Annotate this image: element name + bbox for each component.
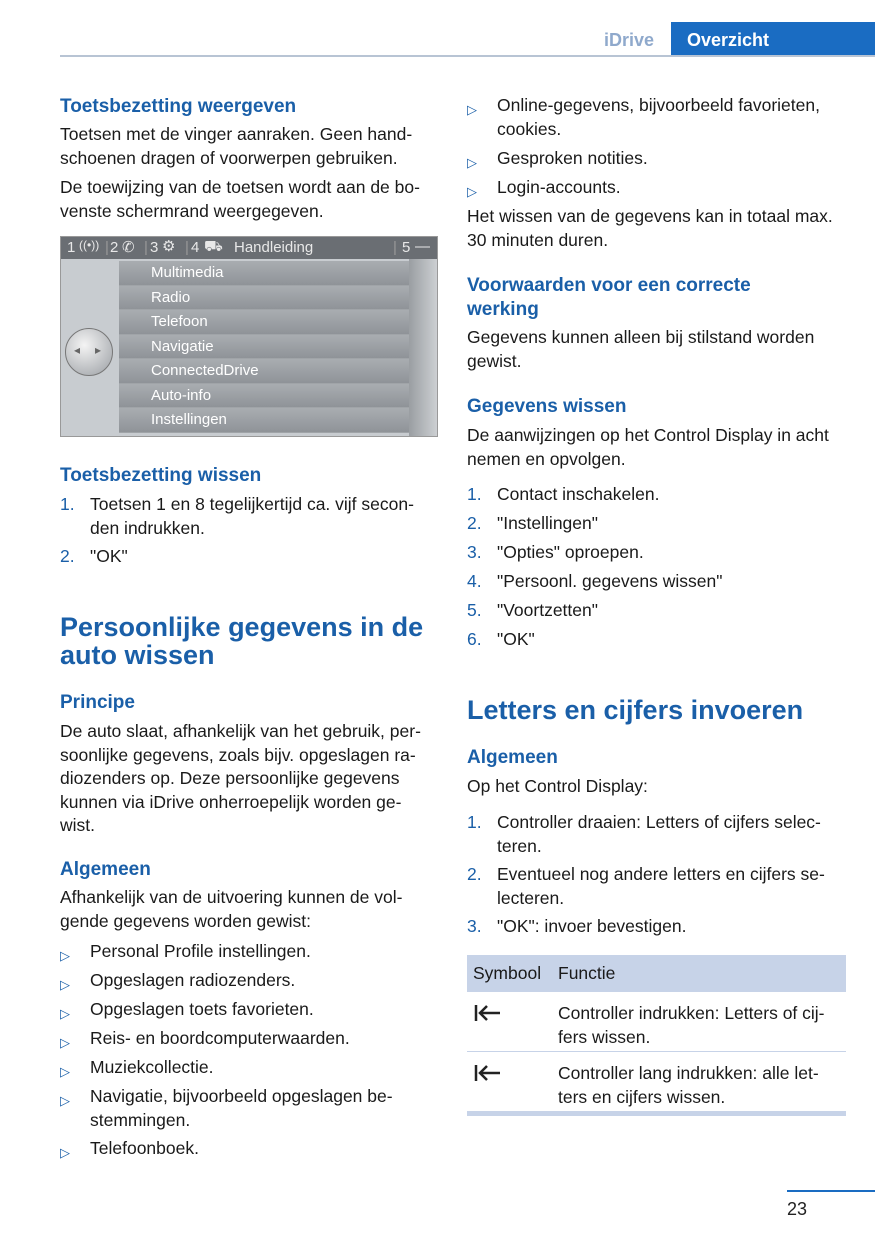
bullet-item: ▷ Reis- en boordcomputerwaarden. xyxy=(60,1028,350,1050)
heading-toetsbezetting-wissen: Toetsbezetting wissen xyxy=(60,465,262,486)
menu-item-navigatie: Navigatie xyxy=(119,335,409,360)
idrive-screen-illustration xyxy=(60,236,438,437)
heading-gegevens-wissen: Gegevens wissen xyxy=(467,396,627,417)
header-section: iDrive xyxy=(604,30,655,50)
paragraph-algemeen: Afhankelijk van de uitvoering kunnen de vol- gende gegevens worden gewist: xyxy=(60,887,403,931)
section-title: Letters en cijfers invoeren xyxy=(467,695,804,725)
paragraph: De toewijzing van de toetsen wordt aan de bo- venste schermrand weergegeven. xyxy=(60,177,420,221)
paragraph: Gegevens kunnen alleen bij stilstand worden gewist. xyxy=(467,327,815,371)
header-tab: Overzicht xyxy=(671,22,875,57)
bullet-item: ▷ Gesproken notities. xyxy=(467,148,648,170)
paragraph: Toetsen met de vinger aanraken. Geen hand- schoenen dragen of voorwerpen gebruiken. xyxy=(60,124,413,168)
list-item: 2. "Instellingen" xyxy=(467,513,598,533)
list-item: 5. "Voortzetten" xyxy=(467,600,598,620)
list-item: 3. "OK": invoer bevestigen. xyxy=(467,916,687,936)
screen-menu xyxy=(119,261,409,433)
list-item: 1. Controller draaien: Letters of cijfers selec- teren. xyxy=(467,812,821,856)
car-icon: ⛟ xyxy=(204,238,223,255)
list-item: 4. "Persoonl. gegevens wissen" xyxy=(467,571,723,591)
list-item: 2. "OK" xyxy=(60,546,128,566)
table-bottom-rule xyxy=(467,1112,846,1116)
screen-tabbar: 1 ((•)) | 2 ✆ | 3 ⚙ | 4 ⛟ Handleiding | 5 — xyxy=(61,237,438,259)
gear-icon: ⚙ xyxy=(162,238,176,255)
bullet-item: ▷ Personal Profile instellingen. xyxy=(60,941,311,963)
header-rule xyxy=(60,55,875,57)
paragraph-principe: De auto slaat, afhankelijk van het gebruik, per- soonlijke gegevens, zoals bijv. opgeslagen ra- diozenders op. Deze persoonlijke gegevens kunnen via iDrive onherroepelijk worden ge- wist. xyxy=(60,721,421,835)
heading-toetsbezetting-weergeven: Toetsbezetting weergeven xyxy=(60,96,297,117)
table-header: Symbool Functie xyxy=(467,955,846,992)
page-number: 23 xyxy=(787,1199,808,1219)
phone-icon: ✆ xyxy=(122,239,135,256)
bullet-item: ▷ Opgeslagen radiozenders. xyxy=(60,970,296,992)
menu-item-telefoon: Telefoon xyxy=(119,310,409,335)
menu-item-multimedia: Multimedia xyxy=(119,261,409,286)
paragraph: Het wissen van de gegevens kan in totaal max. 30 minuten duren. xyxy=(467,206,833,250)
paragraph: De aanwijzingen op het Control Display in acht nemen en opvolgen. xyxy=(467,425,829,469)
menu-item-connecteddrive: ConnectedDrive xyxy=(119,359,409,384)
list-item: 1. Toetsen 1 en 8 tegelijkertijd ca. vijf secon- den indrukken. xyxy=(60,494,414,538)
bullet-item: ▷ Login-accounts. xyxy=(467,177,621,199)
heading-algemeen: Algemeen xyxy=(467,747,558,768)
list-item: 1. Contact inschakelen. xyxy=(467,484,660,504)
backspace-icon xyxy=(473,1002,503,1031)
controller-knob-icon: ◂ ▸ xyxy=(65,328,113,376)
heading-voorwaarden: Voorwaarden voor een correcte werking xyxy=(467,275,751,320)
symbol-table xyxy=(467,955,846,1116)
footer-rule xyxy=(787,1190,875,1192)
bullet-item: ▷ Navigatie, bijvoorbeeld opgeslagen be- stemmingen. xyxy=(60,1086,393,1130)
bullet-item: ▷ Opgeslagen toets favorieten. xyxy=(60,999,314,1021)
list-item: 6. "OK" xyxy=(467,629,535,649)
paragraph: Op het Control Display: xyxy=(467,776,648,796)
menu-item-instellingen: Instellingen xyxy=(119,408,409,433)
bullet-item: ▷ Muziekcollectie. xyxy=(60,1057,214,1079)
section-title: Persoonlijke gegevens in de auto wissen xyxy=(60,612,424,670)
heading-algemeen: Algemeen xyxy=(60,859,151,880)
menu-item-auto-info: Auto-info xyxy=(119,384,409,409)
heading-principe: Principe xyxy=(60,692,135,713)
wireless-icon: ((•)) xyxy=(79,238,100,252)
table-row: Controller lang indrukken: alle let- ters en cijfers wissen. xyxy=(467,1052,846,1112)
list-item: 3. "Opties" oproepen. xyxy=(467,542,644,562)
bullet-item: ▷ Online-gegevens, bijvoorbeeld favorieten, cookies. xyxy=(467,95,820,139)
screen-edge xyxy=(409,259,438,437)
list-item: 2. Eventueel nog andere letters en cijfers se- lecteren. xyxy=(467,864,825,908)
bullet-item: ▷ Telefoonboek. xyxy=(60,1138,199,1160)
menu-item-radio: Radio xyxy=(119,286,409,311)
table-row: Controller indrukken: Letters of cij- fers wissen. xyxy=(467,992,846,1052)
backspace-icon xyxy=(473,1062,503,1091)
